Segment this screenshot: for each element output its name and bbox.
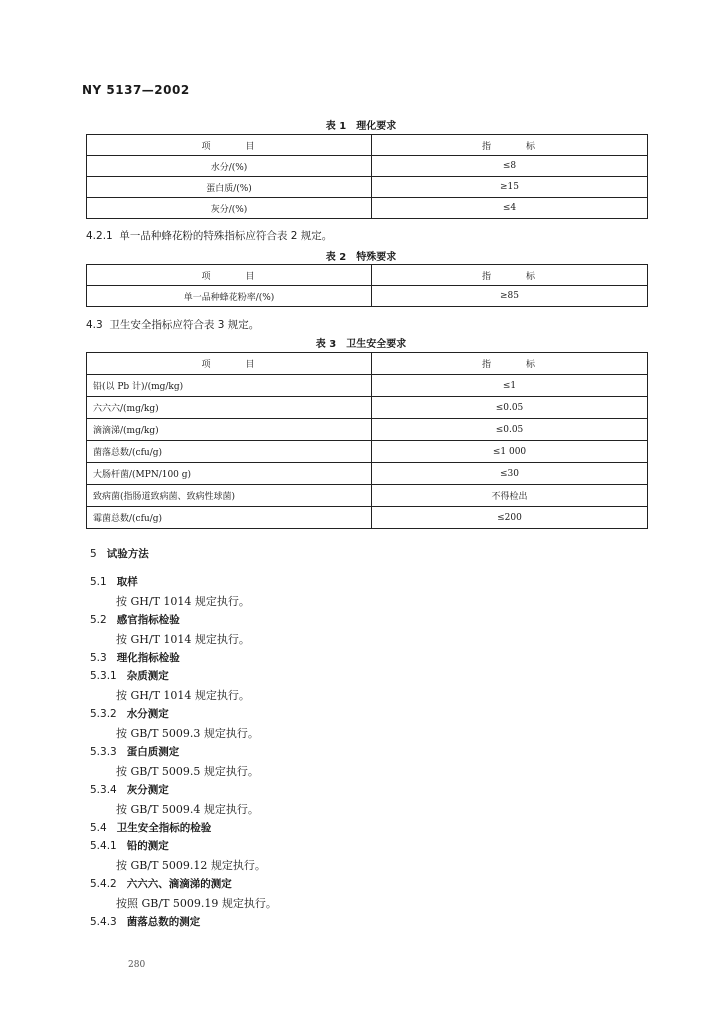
section-number: 5.4	[90, 822, 107, 834]
page-number: 280	[128, 960, 146, 970]
table-cell-value: ≤200	[372, 507, 648, 529]
section-title: 六六六、滴滴涕的测定	[126, 878, 232, 890]
section-body: 按 GH/T 1014 规定执行。	[116, 633, 250, 646]
section-number: 5.2	[90, 614, 107, 626]
table-cell-value: ≤1 000	[372, 441, 648, 463]
table-cell-value: ≤1	[372, 375, 648, 397]
section-number: 5.3.2	[90, 708, 117, 720]
table2	[86, 264, 648, 307]
column-header-item: 项 目	[87, 135, 372, 156]
section-number: 5.4.3	[90, 916, 117, 928]
section-title: 灰分测定	[126, 784, 169, 796]
table-row	[87, 397, 648, 419]
section-body: 按 GB/T 5009.5 规定执行。	[116, 765, 259, 778]
section-title: 取样	[116, 576, 138, 588]
table-cell-item: 致病菌(指肠道致病菌、致病性球菌)	[87, 485, 372, 507]
table-cell-item: 单一品种蜂花粉率/(%)	[87, 286, 372, 307]
table-cell-value: ≥15	[372, 177, 648, 198]
section-body: 按 GB/T 5009.3 规定执行。	[116, 727, 259, 740]
table-cell-value: ≤0.05	[372, 397, 648, 419]
section-title: 水分测定	[126, 708, 169, 720]
standard-number: NY 5137—2002	[82, 83, 190, 97]
table1	[86, 134, 648, 219]
section-5-3	[90, 650, 180, 665]
table-row	[87, 156, 648, 177]
clause-4-2-1	[86, 228, 332, 243]
table-row	[87, 507, 648, 529]
section-title: 铅的测定	[126, 840, 169, 852]
table-row	[87, 485, 648, 507]
section-5-4-2	[90, 876, 232, 891]
table-cell-item: 大肠杆菌/(MPN/100 g)	[87, 463, 372, 485]
section-title: 杂质测定	[126, 670, 169, 682]
section-title: 蛋白质测定	[126, 746, 180, 758]
table-cell-value: ≤30	[372, 463, 648, 485]
section-number: 5.3	[90, 652, 107, 664]
table-row	[87, 463, 648, 485]
section-5-4	[90, 820, 211, 835]
table-row	[87, 375, 648, 397]
section-number: 5.1	[90, 576, 107, 588]
table-cell-item: 滴滴涕/(mg/kg)	[87, 419, 372, 441]
table-cell-item: 水分/(%)	[87, 156, 372, 177]
section-body: 按 GH/T 1014 规定执行。	[116, 595, 250, 608]
table1-caption: 表 1 理化要求	[325, 121, 397, 132]
section-number: 5.4.2	[90, 878, 117, 890]
column-header-item: 项 目	[87, 353, 372, 375]
table-cell-item: 铅(以 Pb 计)/(mg/kg)	[87, 375, 372, 397]
section-5-3-1	[90, 668, 169, 683]
section-5-4-3	[90, 914, 200, 929]
section-body: 按 GB/T 5009.4 规定执行。	[116, 803, 259, 816]
table-row	[87, 198, 648, 219]
table-header-row	[87, 135, 648, 156]
section-title: 卫生安全指标的检验	[116, 822, 212, 834]
section-title: 菌落总数的测定	[126, 916, 201, 928]
column-header-item: 项 目	[87, 265, 372, 286]
table-header-row	[87, 265, 648, 286]
section-5-3-2	[90, 706, 169, 721]
section-5	[90, 546, 149, 561]
section-number: 5.3.3	[90, 746, 117, 758]
table-cell-value: 不得检出	[372, 485, 648, 507]
section-body: 按 GH/T 1014 规定执行。	[116, 689, 250, 702]
section-number: 5.3.1	[90, 670, 117, 682]
table2-caption: 表 2 特殊要求	[325, 252, 397, 263]
table-cell-item: 灰分/(%)	[87, 198, 372, 219]
column-header-value: 指 标	[372, 353, 648, 375]
section-5-4-1	[90, 838, 169, 853]
table-cell-item: 霉菌总数/(cfu/g)	[87, 507, 372, 529]
section-5-2	[90, 612, 180, 627]
section-5-1	[90, 574, 138, 589]
table-cell-item: 六六六/(mg/kg)	[87, 397, 372, 419]
table-cell-value: ≤0.05	[372, 419, 648, 441]
section-5-3-3	[90, 744, 179, 759]
table3-caption: 表 3 卫生安全要求	[315, 339, 407, 350]
clause-4-3	[86, 317, 259, 332]
column-header-value: 指 标	[372, 265, 648, 286]
table-cell-value: ≤4	[372, 198, 648, 219]
section-number: 5.3.4	[90, 784, 117, 796]
table-cell-item: 菌落总数/(cfu/g)	[87, 441, 372, 463]
table-row	[87, 177, 648, 198]
table-cell-item: 蛋白质/(%)	[87, 177, 372, 198]
table-header-row	[87, 353, 648, 375]
clause-text: 单一品种蜂花粉的特殊指标应符合表 2 规定。	[119, 230, 333, 242]
table-cell-value: ≥85	[372, 286, 648, 307]
column-header-value: 指 标	[372, 135, 648, 156]
section-title: 感官指标检验	[116, 614, 180, 626]
section-body: 按 GB/T 5009.12 规定执行。	[116, 859, 266, 872]
table-row	[87, 286, 648, 307]
clause-text: 卫生安全指标应符合表 3 规定。	[109, 319, 260, 331]
table-cell-value: ≤8	[372, 156, 648, 177]
clause-number: 4.3	[86, 319, 103, 331]
section-number: 5	[90, 548, 97, 560]
section-title: 试验方法	[106, 548, 149, 560]
table-row	[87, 419, 648, 441]
clause-number: 4.2.1	[86, 230, 113, 242]
section-body: 按照 GB/T 5009.19 规定执行。	[116, 897, 277, 910]
table3	[86, 352, 648, 529]
section-number: 5.4.1	[90, 840, 117, 852]
table-row	[87, 441, 648, 463]
section-title: 理化指标检验	[116, 652, 180, 664]
section-5-3-4	[90, 782, 169, 797]
